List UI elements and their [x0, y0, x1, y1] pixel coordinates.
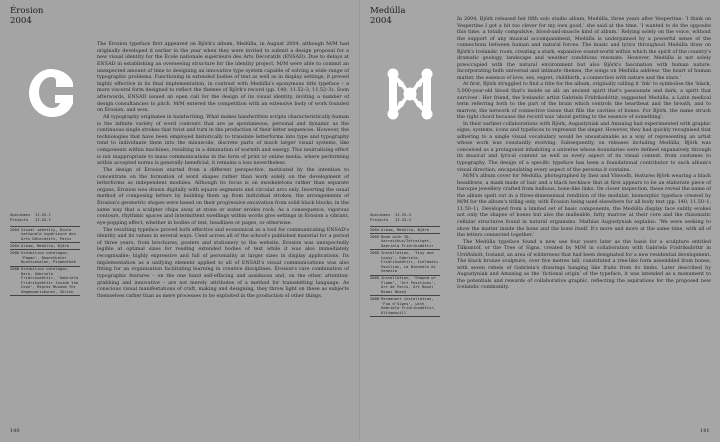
right-projects-label: Projects — [370, 216, 389, 222]
right-body-text — [457, 16, 711, 426]
right-page-title: Medúlla — [370, 6, 406, 16]
body-paragraph: M/M's album cover for Medúlla, photographed by Inez and Vinoodh, features Björk wearing a black headdress, a mask made of hair and a black necklace that at first appears to be an elaborate piece of baroque jewellery crafted from bulbous, bone-like links. On closer inspection, these reveal the name of the album spelt out in a three-dimensional rendition of the modular, biomorphic typeface created by M/M for the album's titling only, with Érosion being used elsewhere for all body text (pp. 140, 11.50–1, 11.50–1). Developed from a limited set of basic components, the Medúlla display face subtly evokes not only the shapes of bones but also the malleable, fatty marrow at their core and the rhizomatic cellular structures found in natural organisms. Mathias Augustyniak explains: ‘We were seeking to show the matter inside the bone and the bone itself. It's more and more at the same time, with all of the letters connected together.’ — [457, 173, 711, 239]
right-specimens-value: II.52–3 — [395, 212, 412, 217]
left-projects — [10, 218, 80, 223]
medulla-logo-mark — [386, 68, 434, 120]
left-page-heading — [10, 6, 43, 26]
body-paragraph: The resulting typeface proved both effective and economical as a tool for communicating ENSAD's identity and its values in several ways. Used across all of the school's published material for a period of three years, from brochures, posters and stationery to the website, Érosion was unexpectedly legible at optimal sizes for reading extended bodies of text while it was also immediately recognisable; highly expressive and full of personality at larger sizes in display applications. Its implementation as a unifying element applied to all of ENSAD's visual communications was also fitting for an organisation facilitating learning in creative disciplines. Érosion's rare combination of typographic features – on the one hand self-effacing and assiduous and, on the other, attention-grabbing and innovative – are not merely attributes of a method for transmitting language. As conscious visual manifestations of craft, making and designing, they throw light on these as subjects themselves rather than as mere processes to be exploited in the production of other things. — [97, 226, 349, 299]
timeline-row: 2004 Visual identity, École nationale supérieure des Arts Décoratifs, Paris — [10, 226, 80, 243]
left-specimens-value: II.XX-I — [35, 212, 52, 217]
left-body-text — [97, 41, 349, 421]
timeline-row: 2004 Album, Medúlla, Björk — [10, 243, 80, 250]
body-paragraph: The Érosion typeface first appeared on Björk's album, Medúlla, in August 2004, although M/M had originally developed it earlier in the year when they were invited to submit a design proposal for a new visual identity for the École nationale supérieure des Arts Décoratifs (ENSAD). Due to delays at ENSAD in establishing an overseeing structure for the identity project, M/M were able to commit an unexpected amount of time to designing an innovative type system capable of solving a wide range of typographic problems. Functioning in extended bodies of text as well as in display settings, it proved highly effective in its final implementation, in contrast with Medúlla's eponymous title typeface – a more visceral form designed to reflect the themes of Björk's record (pp. 140, 11.52–3, 11.52–3). Soon afterwards, ENSAD issued an open call for the design of its visual identity, inviting a number of design consultancies to pitch. M/M entered the competition with an extensive body of work founded on Érosion, and won. — [97, 41, 349, 114]
left-specimens-label: Specimens — [10, 212, 31, 217]
right-specimens-label: Specimens — [370, 212, 391, 217]
body-paragraph: At first, Björk struggled to find a title for the album, originally calling it ‘Ink’ to symbolise the ‘black, 5,000-year-old blood that's inside us all: an ancient spirit that's passionate and dark, a spirit that survives’. Her friend, the Icelandic artist Gabriela Fridriksdóttir, suggested Medúlla, a Latin medical term referring both to the part of the brain which controls the heartbeat and the breath, and to marrow, the network of connective tissue that fills the cavities of bones. For Björk, the name struck the right chord because the record was ‘about getting to the essence of something’. — [457, 81, 711, 121]
timeline-row: 2005 Installation, ‘Shaped of Flame’, ‘Art Positions’, Art de Paris, Art Basel Miami Beach — [370, 276, 440, 297]
body-paragraph: All typography originates in handwriting. What makes handwritten scripts characteristically human is the infinite variety of word contours that are as spontaneous, personal and dynamic as the continuous single strokes that twist and turn in the production of their letter sequences. However, the technologies that have been employed historically to translate letterforms into type and typography tend to individuate them into the minuscule, discrete parts of much larger visual systems, like components within machines, resulting in a diminution of warmth and energy. This neutralising effect is not inappropriate to mass communications in the form of print or online media, where performing within accepted norms is generally beneficial, it remains a loss nevertheless. — [97, 113, 349, 167]
timeline-row: 2008 Exhibition catalogue, Dark, Gabriela Fridriksdóttir, ‘Gabriela Fridriksdóttir Inside the Cone’, Migros Museum für Gegenwartskunst, Zürich — [10, 267, 80, 297]
timeline-row: 2005 Book with ID, Varroithus/Tefraitget, Gabriela Fridriksdóttir — [370, 234, 440, 250]
left-folio: 140 — [10, 428, 20, 434]
right-folio: 141 — [700, 428, 710, 434]
left-meta-panel — [10, 213, 80, 296]
right-page-heading — [370, 6, 406, 26]
timeline-row: 2008 Permanent installation, ‘Fuo d'Signs’, with Gabriela Fridriksdóttir, Ultimasvill — [370, 296, 440, 317]
body-paragraph: The design of Érosion started from a different perspective, motivated by the intention to concentrate on the formation of word shapes rather than work solely on the development of letterforms as independent modules. Although its focus is on exoskeletons rather than separate organs, Érosion was drawn digitally with square segments and circular arcs only. Inverting the usual method of composing letters by building them up from individual strokes, the arrangements of Érosion's geometric shapes were based on their progressive excavation from solid black blocks, in the same way that a sculptor chips away at stone or water erodes rock. As a consequence, vigorous contours, rhythmic spaces and intermittent swellings within words give settings in Érosion a vibrant, eye-popping effect, whether in bodies of text, headlines or pages, or otherwise. — [97, 166, 349, 226]
right-page-year: 2004 — [370, 16, 392, 26]
right-page — [360, 0, 720, 442]
body-paragraph: In their earliest collaborations with Björk, Augustyniak and Amzalag had experimented with graphic signs, systems, icons and typefaces to represent the singer. However, they had quickly recognised that adhering to a single visual vocabulary would be unsustainable as a way of representing an artist whose work was constantly evolving. Subsequently, on releases including Medúlla, Björk was conceived as a protagonist inhabiting a universe whose boundaries were defined expansively through its musical and lyrical content as well as every aspect of its visual context, from costumes to typography. The design of a specific typeface has been a foundational contributor to each album's visual direction, encapsulating every aspect of the persona it contains. — [457, 120, 711, 173]
timeline-row: 2006 Exhibition catalogue, ‘Pagan’, Rosenthaler Kunstsenalen, Pinakothek — [10, 250, 80, 266]
left-projects-value: II.XX-I — [35, 216, 52, 222]
right-meta-panel — [370, 213, 440, 317]
right-projects-value: II.53–3 — [395, 216, 412, 222]
timeline-row: 2005 Installation, ‘Tiny and Lousy’, Gabriela Fridriksdóttir, Icelandic Pavilion, La Biennale di Venezia — [370, 250, 440, 275]
body-paragraph: The Medúlla typeface found a new use four years later as the basis for a sculpture entitled Tilkomtóf, or the Tree of Signs, created by M/M in collaboration with Gabriela Fridriksdóttir in Urriðaholt, Iceland, an area of wilderness that had been designated for a new residential development. The black bronze sculpture, over five metres tall, constituted a tree-like form assembled from bones, with seven rebels of Gabriela's drawings hanging like fruits from its limbs. Later described by Augustyniak and Amzalag as the ‘fictional origin’ of the typeface, it was intended as a monument to the potentials and rewards of collaborative graphic, reflecting the aspirations for the proposed new Icelandic community. — [457, 238, 712, 291]
right-projects — [370, 218, 440, 223]
left-page-title: Érosion — [10, 6, 44, 16]
erosion-logo-mark — [27, 68, 75, 118]
body-paragraph: In 2004, Björk released her fifth solo studio album, Medúlla, three years after Vespertine: ‘I think on Vespertine I got a bit too clever for my own good,’ she said at the time. ‘I wanted to do the opposite this time, a totally compulsive, blood-and-muscle kind of album.’ Relying solely on the voice, without the support of any musical accompaniment, Medúlla is underpinned by a powerful sense of the connections between human and natural forces. The music and lyrics throughout Medúlla draw on Björk's Icelandic roots, creating a stark, expansive sound-world within which the spirit of the country's dramatic geology, landscape and weather conditions resonate. However, Medúlla is not solely preoccupied with the natural environment but also Björk's fascination with human nature. Incorporating both universal and intimate themes, the songs on Medúlla address ‘the heart of human matter, the essence of love, sex, regret, childbirth, a connection with nature and the stars.’ — [457, 16, 711, 81]
left-projects-label: Projects — [10, 216, 29, 222]
timeline-row: 2004 Album, Medúlla, Björk — [370, 226, 440, 234]
left-page-year: 2004 — [10, 16, 32, 26]
